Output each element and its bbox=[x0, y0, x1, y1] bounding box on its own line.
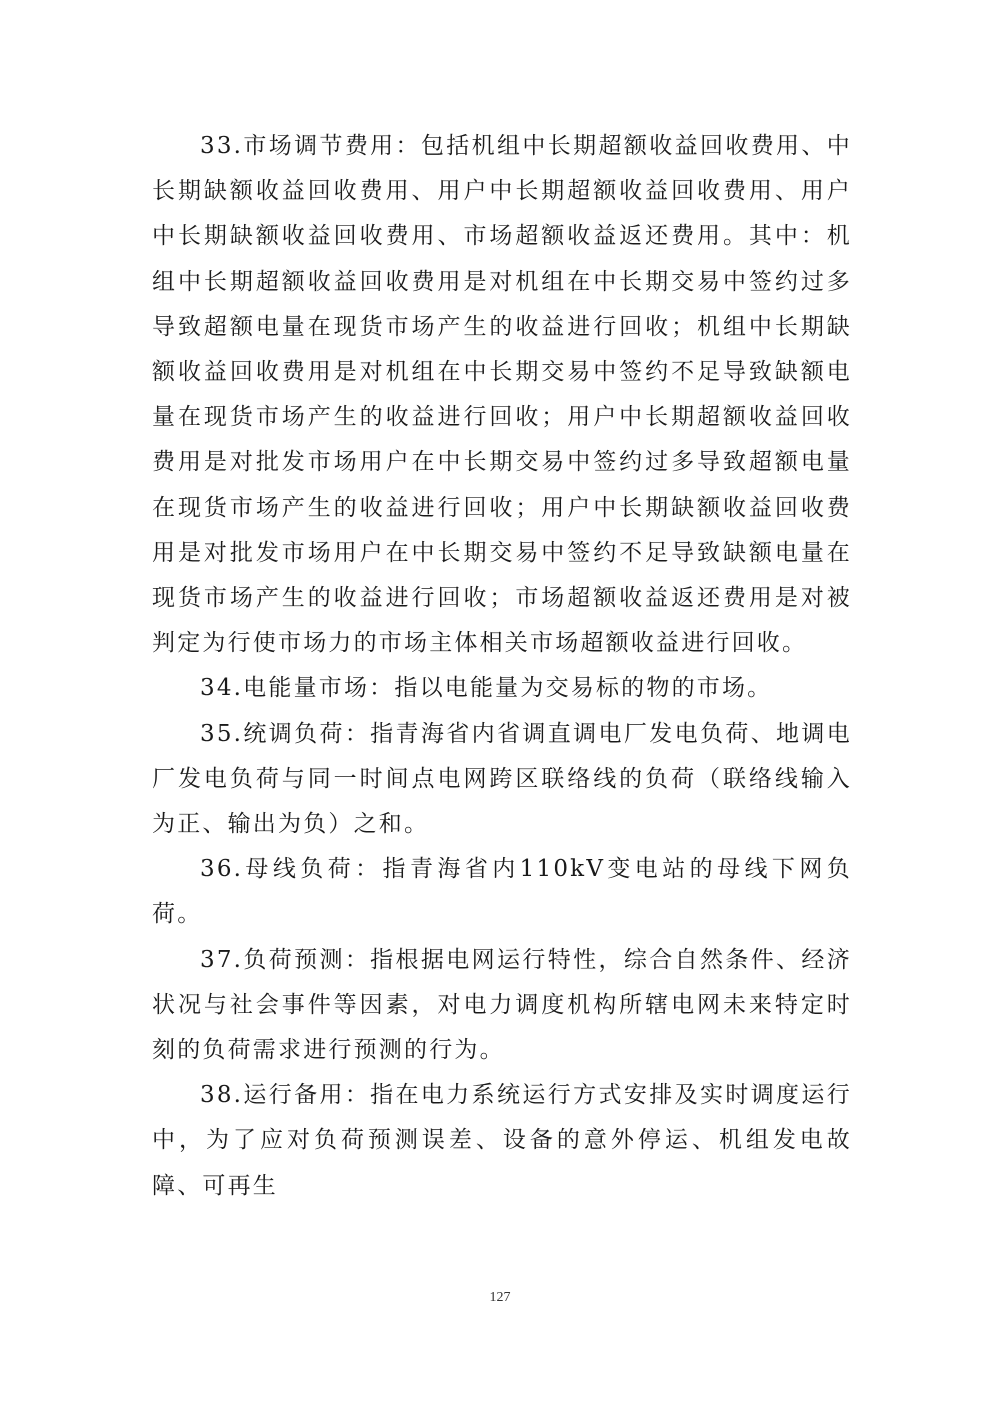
paragraph-33-market-adjustment-fees: 33.市场调节费用：包括机组中长期超额收益回收费用、中长期缺额收益回收费用、用户中长期超额收益回收费用、用户中长期缺额收益回收费用、市场超额收益返还费用。其中：机组中长期超额收益回收费用是对机组在中长期交易中签约过多导致超额电量在现货市场产生的收益进行回收；机组中长期缺额收益回收费用是对机组在中长期交易中签约不足导致缺额电量在现货市场产生的收益进行回收；用户中长期超额收益回收费用是对批发市场用户在中长期交易中签约过多导致超额电量在现货市场产生的收益进行回收；用户中长期缺额收益回收费用是对批发市场用户在中长期交易中签约不足导致缺额电量在现货市场产生的收益进行回收；市场超额收益返还费用是对被判定为行使市场力的市场主体相关市场超额收益进行回收。 bbox=[152, 133, 852, 657]
paragraph-36-bus-load: 36.母线负荷：指青海省内110kV变电站的母线下网负荷。 bbox=[152, 856, 852, 928]
paragraph-35-unified-dispatch-load: 35.统调负荷：指青海省内省调直调电厂发电负荷、地调电厂发电负荷与同一时间点电网跨区联络线的负荷（联络线输入为正、输出为负）之和。 bbox=[152, 720, 852, 838]
body-text bbox=[152, 124, 852, 1209]
paragraph-38-operating-reserve: 38.运行备用：指在电力系统运行方式安排及实时调度运行中，为了应对负荷预测误差、设备的意外停运、机组发电故障、可再生 bbox=[152, 1082, 852, 1199]
paragraph-34-energy-market: 34.电能量市场：指以电能量为交易标的物的市场。 bbox=[200, 675, 773, 702]
paragraph-37-load-forecast: 37.负荷预测：指根据电网运行特性，综合自然条件、经济状况与社会事件等因素，对电力调度机构所辖电网未来特定时刻的负荷需求进行预测的行为。 bbox=[152, 946, 852, 1064]
page-number: 127 bbox=[489, 1290, 511, 1305]
